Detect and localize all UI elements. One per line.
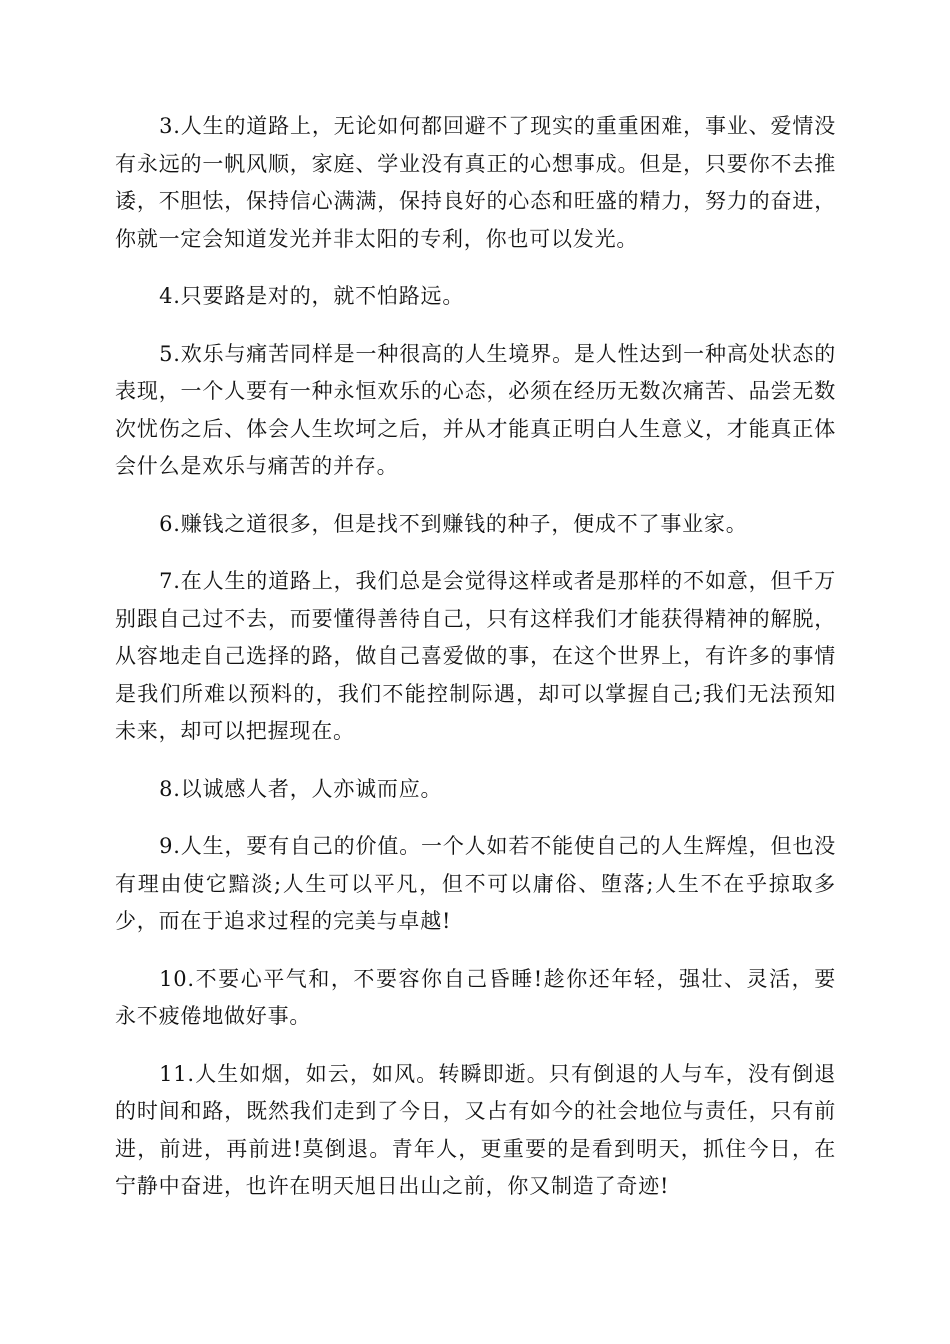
paragraph-4: 4.只要路是对的，就不怕路远。 <box>159 284 465 308</box>
paragraph-7: 7.在人生的道路上，我们总是会觉得这样或者是那样的不如意，但千万别跟自己过不去，而要懂得善待自己，只有这样我们才能获得精神的解脱，从容地走自己选择的路，做自己喜爱做的事，在这个世界上，有许多的事情是我们所难以预料的，我们不能控制际遇，却可以掌握自己;我们无法预知未来，却可以把握现在。 <box>115 569 836 743</box>
paragraph-5: 5.欢乐与痛苦同样是一种很高的人生境界。是人性达到一种高处状态的表现，一个人要有一种永恒欢乐的心态，必须在经历无数次痛苦、品尝无数次忧伤之后、体会人生坎坷之后，并从才能真正明白人生意义，才能真正体会什么是欢乐与痛苦的并存。 <box>115 341 836 478</box>
paragraph-8: 8.以诚感人者，人亦诚而应。 <box>159 776 443 801</box>
paragraph-10: 10.不要心平气和，不要容你自己昏睡!趁你还年轻，强壮、灵活，要永不疲倦地做好事。 <box>115 966 836 1028</box>
paragraph-6: 6.赚钱之道很多，但是找不到赚钱的种子，便成不了事业家。 <box>159 511 748 536</box>
paragraph-3: 3.人生的道路上，无论如何都回避不了现实的重重困难，事业、爱情没有永远的一帆风顺，家庭、学业没有真正的心想事成。但是，只要你不去推诿，不胆怯，保持信心满满，保持良好的心态和旺盛的精力，努力的奋进，你就一定会知道发光并非太阳的专利，你也可以发光。 <box>115 114 836 251</box>
paragraph-9: 9.人生，要有自己的价值。一个人如若不能使自己的人生辉煌，但也没有理由使它黯淡;人生可以平凡，但不可以庸俗、堕落;人生不在乎掠取多少，而在于追求过程的完美与卓越! <box>115 834 836 933</box>
paragraph-11: 11.人生如烟，如云，如风。转瞬即逝。只有倒退的人与车，没有倒退的时间和路，既然我们走到了今日，又占有如今的社会地位与责任，只有前进，前进，再前进!莫倒退。青年人，更重要的是看到明天，抓住今日，在宁静中奋进，也许在明天旭日出山之前，你又制造了奇迹! <box>115 1061 836 1198</box>
